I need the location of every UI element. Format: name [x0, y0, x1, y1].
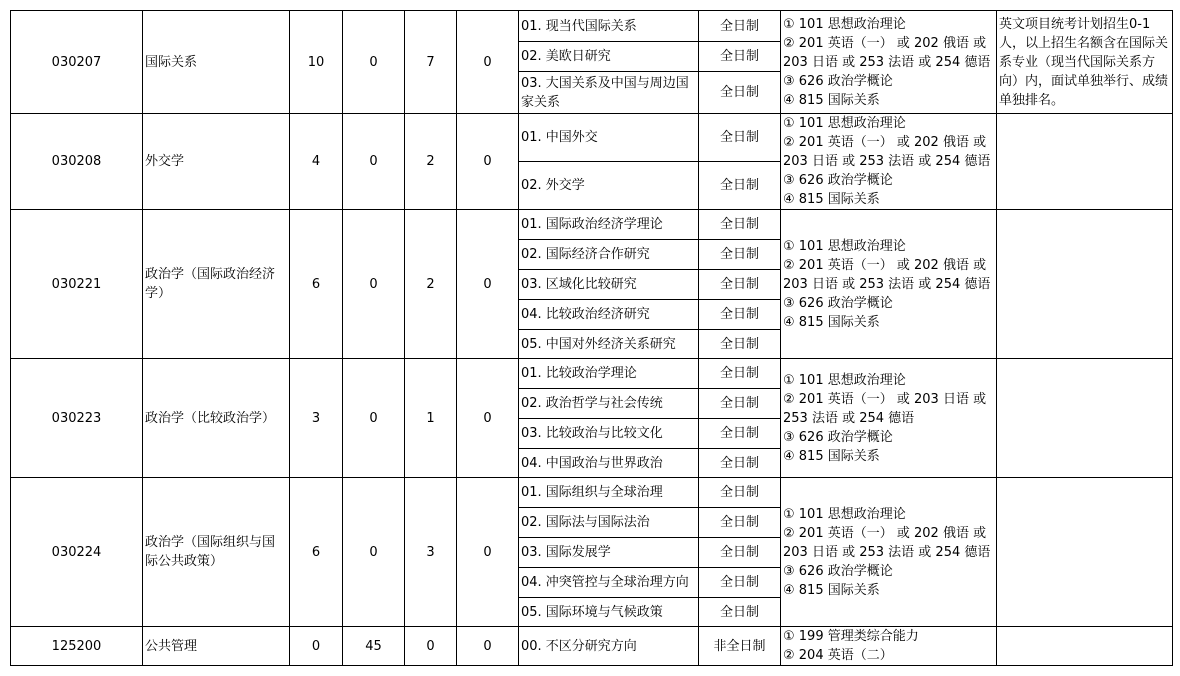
exam-line: ③ 626 政治学概论: [783, 563, 893, 579]
direction-name: 01. 国际政治经济学理论: [519, 210, 699, 240]
direction-name: 04. 中国政治与世界政治: [519, 449, 699, 478]
program-name: 政治学（国际组织与国际公共政策）: [143, 478, 290, 627]
exam-line: ③ 626 政治学概论: [783, 173, 893, 188]
remark: [997, 114, 1173, 210]
remark: [997, 478, 1173, 627]
count-1: 0: [290, 627, 343, 666]
direction-name: 04. 冲突管控与全球治理方向: [519, 568, 699, 598]
count-1: 6: [290, 210, 343, 359]
exam-line: ④ 815 国际关系: [783, 582, 880, 598]
enrollment-table: [10, 10, 1173, 666]
count-1: 6: [290, 478, 343, 627]
table-row: [11, 114, 1173, 162]
exam-subjects: [781, 359, 997, 478]
program-name: 政治学（比较政治学）: [143, 359, 290, 478]
direction-name: 03. 比较政治与比较文化: [519, 419, 699, 449]
exam-line: ② 201 英语（一） 或 202 俄语 或: [783, 525, 987, 541]
study-mode: 全日制: [699, 449, 781, 478]
table-row: [11, 210, 1173, 240]
exam-subjects: [781, 114, 997, 210]
program-code: 030221: [11, 210, 143, 359]
study-mode: 全日制: [699, 508, 781, 538]
study-mode: 全日制: [699, 359, 781, 389]
exam-line: ② 201 英语（一） 或 202 俄语 或: [783, 135, 987, 150]
program-code: 125200: [11, 627, 143, 666]
study-mode: 全日制: [699, 300, 781, 330]
direction-name: 05. 国际环境与气候政策: [519, 598, 699, 627]
table-row: [11, 359, 1173, 389]
exam-line: ④ 815 国际关系: [783, 448, 880, 464]
count-4: 0: [457, 478, 519, 627]
exam-line: ① 101 思想政治理论: [783, 372, 906, 388]
direction-name: 04. 比较政治经济研究: [519, 300, 699, 330]
count-2: 0: [343, 478, 405, 627]
exam-line: 203 日语 或 253 法语 或 254 德语: [783, 54, 991, 70]
exam-line: ③ 626 政治学概论: [783, 73, 893, 89]
table-row: [11, 627, 1173, 666]
direction-name: 03. 大国关系及中国与周边国家关系: [519, 72, 699, 114]
count-2: 0: [343, 210, 405, 359]
exam-line: 203 日语 或 253 法语 或 254 德语: [783, 276, 991, 292]
count-1: 10: [290, 11, 343, 114]
program-name: 公共管理: [143, 627, 290, 666]
count-3: 0: [405, 627, 457, 666]
direction-name: 01. 比较政治学理论: [519, 359, 699, 389]
direction-name: 02. 国际法与国际法治: [519, 508, 699, 538]
count-4: 0: [457, 114, 519, 210]
exam-line: 203 日语 或 253 法语 或 254 德语: [783, 544, 991, 560]
program-code: 030208: [11, 114, 143, 210]
direction-name: 01. 国际组织与全球治理: [519, 478, 699, 508]
study-mode: 全日制: [699, 330, 781, 359]
direction-name: 02. 政治哲学与社会传统: [519, 389, 699, 419]
count-3: 2: [405, 210, 457, 359]
study-mode: 非全日制: [699, 627, 781, 666]
direction-name: 03. 国际发展学: [519, 538, 699, 568]
exam-subjects: [781, 478, 997, 627]
study-mode: 全日制: [699, 538, 781, 568]
count-2: 0: [343, 359, 405, 478]
study-mode: 全日制: [699, 389, 781, 419]
exam-line: ③ 626 政治学概论: [783, 429, 893, 445]
exam-line: ① 101 思想政治理论: [783, 238, 906, 254]
program-name: 国际关系: [143, 11, 290, 114]
count-4: 0: [457, 359, 519, 478]
direction-name: 02. 外交学: [519, 162, 699, 210]
direction-name: 01. 现当代国际关系: [519, 11, 699, 42]
direction-name: 03. 区域化比较研究: [519, 270, 699, 300]
study-mode: 全日制: [699, 568, 781, 598]
count-3: 3: [405, 478, 457, 627]
exam-subjects: [781, 11, 997, 114]
exam-subjects: [781, 210, 997, 359]
count-4: 0: [457, 11, 519, 114]
program-code: 030223: [11, 359, 143, 478]
count-1: 4: [290, 114, 343, 210]
exam-line: ① 199 管理类综合能力: [783, 629, 919, 644]
direction-name: 01. 中国外交: [519, 114, 699, 162]
program-name: 政治学（国际政治经济学）: [143, 210, 290, 359]
direction-name: 02. 美欧日研究: [519, 42, 699, 72]
count-4: 0: [457, 210, 519, 359]
exam-line: 253 法语 或 254 德语: [783, 410, 915, 426]
study-mode: 全日制: [699, 42, 781, 72]
exam-subjects: [781, 627, 997, 666]
program-code: 030224: [11, 478, 143, 627]
exam-line: ① 101 思想政治理论: [783, 16, 906, 32]
study-mode: 全日制: [699, 210, 781, 240]
study-mode: 全日制: [699, 114, 781, 162]
exam-line: ② 201 英语（一） 或 203 日语 或: [783, 391, 987, 407]
exam-line: ③ 626 政治学概论: [783, 295, 893, 311]
study-mode: 全日制: [699, 270, 781, 300]
remark: [997, 359, 1173, 478]
exam-line: ④ 815 国际关系: [783, 92, 880, 108]
exam-line: ① 101 思想政治理论: [783, 506, 906, 522]
count-1: 3: [290, 359, 343, 478]
count-3: 2: [405, 114, 457, 210]
count-2: 45: [343, 627, 405, 666]
program-code: 030207: [11, 11, 143, 114]
count-4: 0: [457, 627, 519, 666]
exam-line: ② 201 英语（一） 或 202 俄语 或: [783, 35, 987, 51]
study-mode: 全日制: [699, 478, 781, 508]
study-mode: 全日制: [699, 598, 781, 627]
study-mode: 全日制: [699, 11, 781, 42]
exam-line: ② 204 英语（二）: [783, 648, 893, 663]
study-mode: 全日制: [699, 240, 781, 270]
direction-name: 05. 中国对外经济关系研究: [519, 330, 699, 359]
count-3: 7: [405, 11, 457, 114]
remark: [997, 210, 1173, 359]
exam-line: 203 日语 或 253 法语 或 254 德语: [783, 154, 991, 169]
direction-name: 00. 不区分研究方向: [519, 627, 699, 666]
program-name: 外交学: [143, 114, 290, 210]
exam-line: ① 101 思想政治理论: [783, 116, 906, 131]
count-3: 1: [405, 359, 457, 478]
exam-line: ④ 815 国际关系: [783, 192, 880, 207]
count-2: 0: [343, 114, 405, 210]
exam-line: ④ 815 国际关系: [783, 314, 880, 330]
exam-line: ② 201 英语（一） 或 202 俄语 或: [783, 257, 987, 273]
table-row: [11, 11, 1173, 42]
study-mode: 全日制: [699, 72, 781, 114]
study-mode: 全日制: [699, 419, 781, 449]
remark: [997, 627, 1173, 666]
remark: 英文项目统考计划招生0-1人，以上招生名额含在国际关系专业（现当代国际关系方向）内，面试单独举行、成绩单独排名。: [997, 11, 1173, 114]
count-2: 0: [343, 11, 405, 114]
direction-name: 02. 国际经济合作研究: [519, 240, 699, 270]
study-mode: 全日制: [699, 162, 781, 210]
table-row: [11, 478, 1173, 508]
